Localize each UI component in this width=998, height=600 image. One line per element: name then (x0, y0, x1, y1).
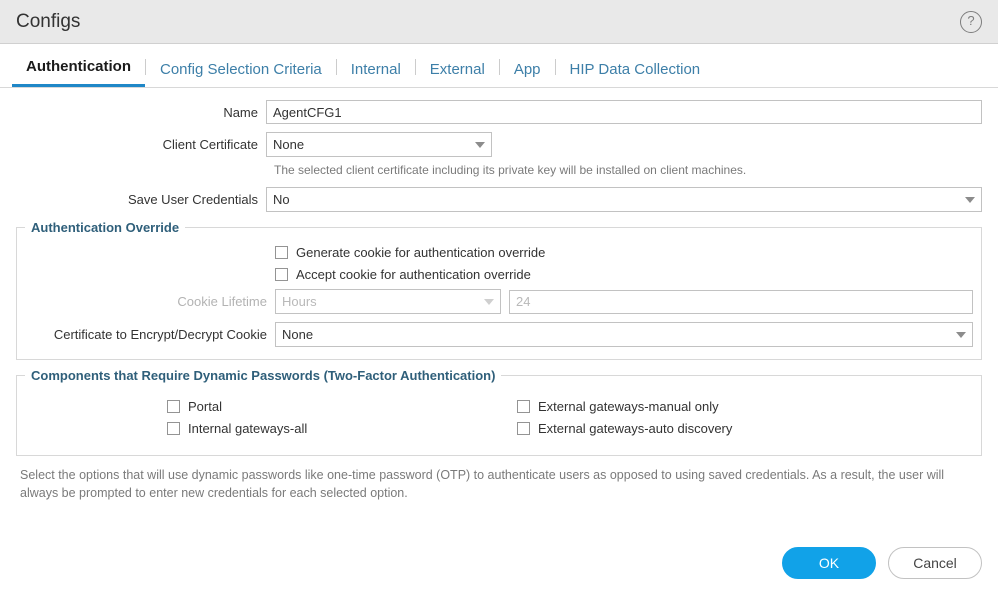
cookie-lifetime-unit-value: Hours (282, 294, 317, 309)
dynamic-passwords-options (25, 393, 973, 443)
tab-config-selection-criteria[interactable]: Config Selection Criteria (160, 61, 322, 78)
cookie-lifetime-row (25, 289, 973, 314)
chevron-down-icon (475, 142, 485, 148)
client-certificate-value: None (273, 137, 305, 152)
accept-cookie-checkbox[interactable] (275, 268, 288, 281)
authentication-override-group (16, 220, 982, 360)
tab-bar (0, 44, 998, 88)
cookie-lifetime-amount-input[interactable] (509, 290, 973, 314)
internal-gateways-all-checkbox[interactable] (167, 422, 180, 435)
save-user-credentials-row (16, 187, 982, 212)
name-row (16, 100, 982, 124)
save-user-credentials-select[interactable] (266, 187, 982, 212)
save-user-credentials-value: No (273, 192, 290, 207)
certificate-encrypt-row (25, 322, 973, 347)
dynamic-passwords-group (16, 368, 982, 456)
help-icon[interactable]: ? (960, 11, 982, 33)
internal-gateways-all-row (167, 421, 499, 436)
dynamic-passwords-right-column (499, 399, 973, 443)
chevron-down-icon (956, 332, 966, 338)
client-certificate-select[interactable] (266, 132, 492, 157)
certificate-encrypt-select[interactable] (275, 322, 973, 347)
tab-external[interactable]: External (429, 61, 485, 78)
accept-cookie-row (25, 267, 973, 282)
authentication-override-legend: Authentication Override (31, 220, 180, 235)
chevron-down-icon (965, 197, 975, 203)
portal-checkbox[interactable] (167, 400, 180, 413)
external-gateways-auto-label: External gateways-auto discovery (538, 421, 733, 436)
name-input[interactable] (266, 100, 982, 124)
tab-app[interactable]: App (513, 61, 541, 78)
client-certificate-row (16, 132, 982, 157)
form-content (0, 88, 998, 526)
cookie-lifetime-label: Cookie Lifetime (177, 294, 267, 309)
client-certificate-label: Client Certificate (162, 137, 258, 152)
external-gateways-manual-row (517, 399, 973, 414)
tab-authentication[interactable]: Authentication (12, 58, 145, 87)
internal-gateways-all-label: Internal gateways-all (188, 421, 308, 436)
external-gateways-auto-row (517, 421, 973, 436)
client-certificate-hint: The selected client certificate including its private key will be installed on client machines. (274, 163, 747, 177)
dialog-footer (0, 526, 998, 600)
tab-internal[interactable]: Internal (350, 61, 401, 78)
generate-cookie-checkbox[interactable] (275, 246, 288, 259)
cookie-lifetime-unit-select[interactable] (275, 289, 501, 314)
external-gateways-manual-checkbox[interactable] (517, 400, 530, 413)
dialog-titlebar (0, 0, 998, 44)
dynamic-passwords-note: Select the options that will use dynamic passwords like one-time password (OTP) to authenticate users as opposed to using saved credentials. As a result, the user will always be prompted to enter new credentials for each selected option. (20, 468, 945, 501)
page-title: Configs (16, 10, 81, 32)
dynamic-passwords-legend: Components that Require Dynamic Passwords (Two-Factor Authentication) (31, 368, 496, 383)
external-gateways-auto-checkbox[interactable] (517, 422, 530, 435)
chevron-down-icon (484, 299, 494, 305)
save-user-credentials-label: Save User Credentials (127, 192, 258, 207)
external-gateways-manual-label: External gateways-manual only (538, 399, 719, 414)
dynamic-passwords-left-column (25, 399, 499, 443)
accept-cookie-label: Accept cookie for authentication override (296, 267, 531, 282)
portal-label: Portal (188, 399, 222, 414)
certificate-encrypt-value: None (282, 327, 314, 342)
generate-cookie-label: Generate cookie for authentication override (296, 245, 546, 260)
tab-hip-data-collection[interactable]: HIP Data Collection (569, 61, 701, 78)
ok-button[interactable]: OK (782, 547, 876, 579)
certificate-encrypt-label: Certificate to Encrypt/Decrypt Cookie (53, 327, 267, 342)
name-label: Name (223, 104, 258, 120)
portal-row (167, 399, 499, 414)
generate-cookie-row (25, 245, 973, 260)
cancel-button[interactable]: Cancel (888, 547, 982, 579)
